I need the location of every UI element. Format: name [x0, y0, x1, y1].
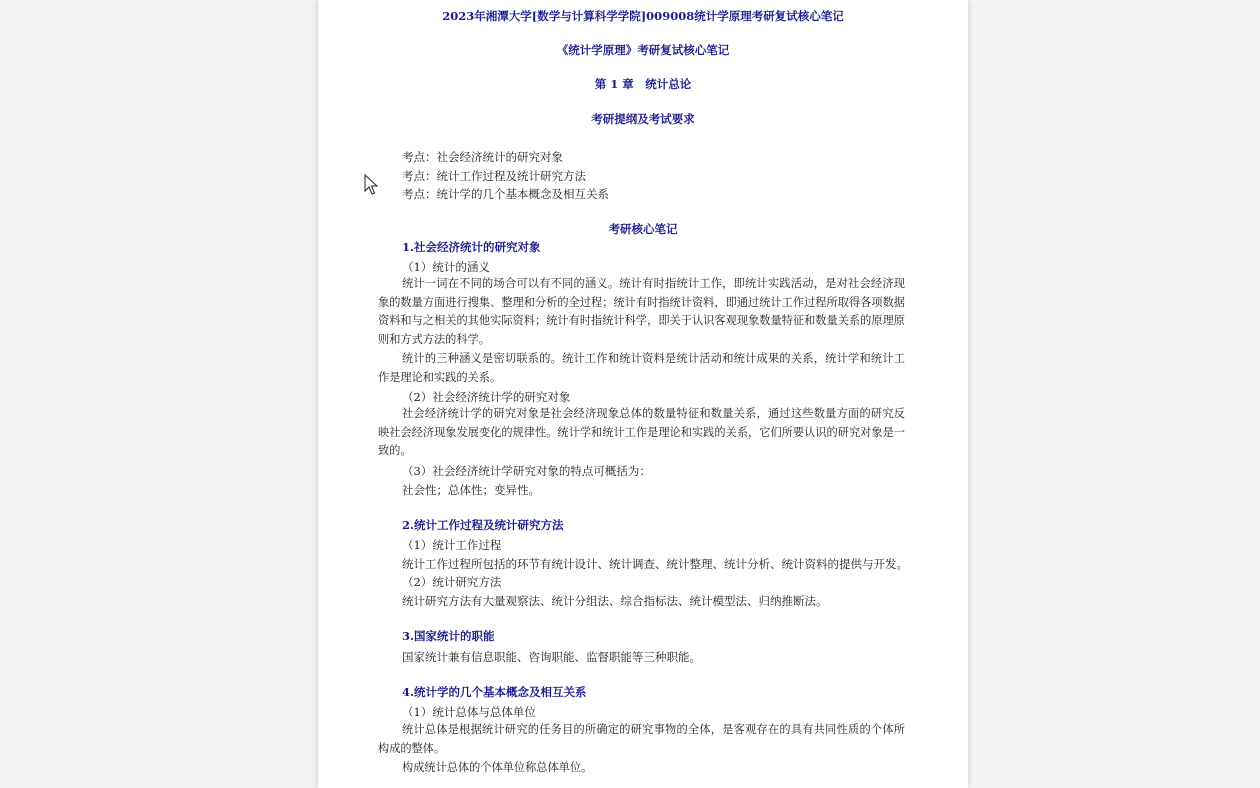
kaodian-item: 考点：统计学的几个基本概念及相互关系: [402, 187, 609, 201]
section-1-paragraph-1: 统计一词在不同的场合可以有不同的涵义。统计有时指统计工作，即统计实践活动，是对社会经济现象的数量方面进行搜集、整理和分析的全过程；统计有时指统计资料，即通过统计工作过程所取得各项数据资料和与之相关的其他实际资料；统计有时指统计科学，即关于认识客观现象数量特征和数量关系的原理原则和方式方法的科学。: [378, 277, 905, 346]
section-2-sub-1-text: 统计工作过程所包括的环节有统计设计、统计调查、统计整理、统计分析、统计资料的提供与开发。: [402, 557, 908, 571]
section-1-sub-3: （3）社会经济统计学研究对象的特点可概括为：: [402, 464, 651, 478]
section-2-sub-1: （1）统计工作过程: [402, 538, 502, 552]
section-4-sub-1: （1）统计总体与总体单位: [402, 705, 536, 719]
section-3-text: 国家统计兼有信息职能、咨询职能、监督职能等三种职能。: [402, 650, 701, 664]
section-2-sub-2: （2）统计研究方法: [402, 575, 502, 589]
kaodian-item: 考点：社会经济统计的研究对象: [402, 150, 563, 164]
section-1-paragraph-2: 统计的三种涵义是密切联系的。统计工作和统计资料是统计活动和统计成果的关系，统计学和统计工作是理论和实践的关系。: [378, 352, 905, 384]
document-page: [318, 0, 968, 788]
section-1-sub-2: （2）社会经济统计学的研究对象: [402, 390, 571, 404]
section-4-title: 4.统计学的几个基本概念及相互关系: [402, 685, 587, 699]
section-1-title: 1.社会经济统计的研究对象: [402, 240, 541, 254]
chapter-title: 第 1 章 统计总论: [594, 77, 692, 91]
section-1-paragraph-3: 社会经济统计学的研究对象是社会经济现象总体的数量特征和数量关系，通过这些数量方面的研究反映社会经济现象发展变化的规律性。统计学和统计工作是理论和实践的关系，它们所要认识的研究对象是一致的。: [378, 407, 905, 458]
notes-heading: 考研核心笔记: [608, 222, 678, 236]
book-title: 《统计学原理》考研复试核心笔记: [556, 43, 730, 57]
section-3-title: 3.国家统计的职能: [402, 629, 495, 643]
outline-heading: 考研提纲及考试要求: [591, 112, 695, 126]
section-1-sub-3-text: 社会性；总体性；变异性。: [402, 483, 540, 497]
section-2-sub-2-text: 统计研究方法有大量观察法、统计分组法、综合指标法、统计模型法、归纳推断法。: [402, 594, 828, 608]
mouse-pointer-icon: [364, 174, 378, 196]
document-header: 2023年湘潭大学[数学与计算科学学院]009008统计学原理考研复试核心笔记: [442, 9, 844, 23]
section-1-sub-1: （1）统计的涵义: [402, 260, 490, 274]
section-4-paragraph-1: 统计总体是根据统计研究的任务目的所确定的研究事物的全体，是客观存在的具有共同性质的个体所构成的整体。: [378, 723, 905, 755]
section-4-paragraph-2: 构成统计总体的个体单位称总体单位。: [402, 761, 593, 774]
kaodian-item: 考点：统计工作过程及统计研究方法: [402, 169, 586, 183]
section-2-title: 2.统计工作过程及统计研究方法: [402, 518, 564, 532]
